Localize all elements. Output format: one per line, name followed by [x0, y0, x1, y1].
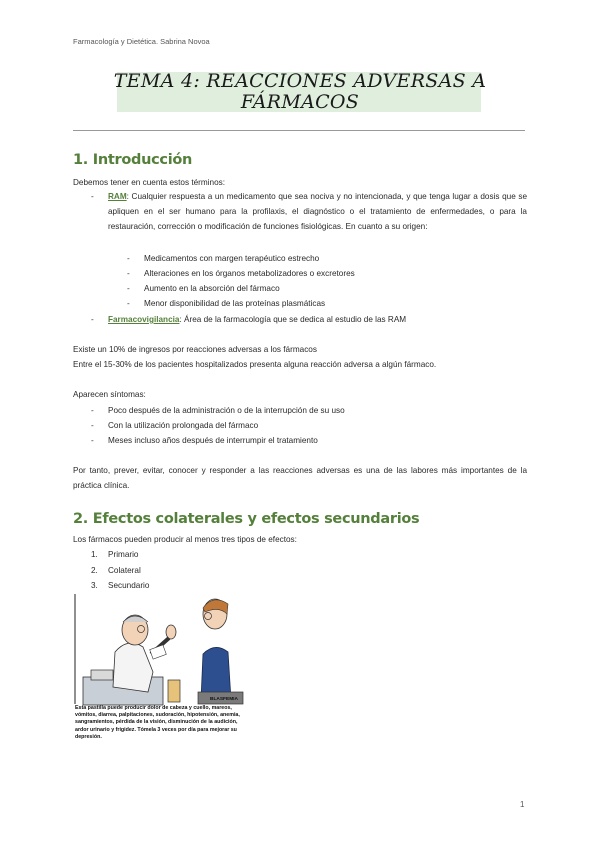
list-number: 2.: [91, 566, 98, 575]
list-item: Primario: [108, 550, 139, 559]
farmacovigilancia-text: : Área de la farmacología que se dedica al estudio de las RAM: [179, 315, 407, 324]
bullet-dash: -: [127, 299, 130, 308]
farmacovigilancia-term: Farmacovigilancia: [108, 315, 180, 324]
list-item: Colateral: [108, 566, 141, 575]
bullet-dash: -: [127, 284, 130, 293]
list-item: Alteraciones en los órganos metabolizadores o excretores: [144, 269, 355, 278]
bullet-dash: -: [91, 315, 94, 324]
page-number: 1: [520, 800, 525, 809]
ram-text: : Cualquier respuesta a un medicamento que sea nociva y no intencionada, y que tenga lugar a dosis que se apliquen en el ser humano para la profilaxis, el diagnóstico o el tratamiento de enfermedades, o para la restauración, corrección o modificación de funciones fisiológicas. En cuanto a su origen:: [108, 192, 527, 231]
bullet-dash: -: [127, 254, 130, 263]
bullet-dash: -: [91, 406, 94, 415]
cartoon-brand: BLASFEMIA: [210, 697, 238, 702]
bullet-dash: -: [91, 192, 94, 201]
stat-line-1: Existe un 10% de ingresos por reacciones adversas a los fármacos: [73, 345, 317, 354]
list-item: Poco después de la administración o de la interrupción de su uso: [108, 406, 345, 415]
title-divider: [73, 130, 525, 131]
list-item: Secundario: [108, 581, 150, 590]
farmacovigilancia-definition: [108, 312, 406, 327]
list-item: Con la utilización prolongada del fármaco: [108, 421, 259, 430]
section-1-heading: 1. Introducción: [73, 152, 193, 168]
bullet-dash: -: [91, 421, 94, 430]
symptoms-intro: Aparecen síntomas:: [73, 390, 146, 399]
list-number: 3.: [91, 581, 98, 590]
ram-term: RAM: [108, 192, 127, 201]
list-item: Aumento en la absorción del fármaco: [144, 284, 280, 293]
list-item: Medicamentos con margen terapéutico estrecho: [144, 254, 320, 263]
section-1-intro: Debemos tener en cuenta estos términos:: [73, 178, 226, 187]
ram-definition: [108, 189, 527, 234]
section-1-conclusion: Por tanto, prever, evitar, conocer y responder a las reacciones adversas es una de las labores más importantes de la práctica clínica.: [73, 466, 527, 490]
cartoon-caption: Esta pastilla puede producir dolor de cabeza y cuello, mareos, vómitos, diarrea, palpitaciones, sudoración, hipotensión, anemia, sangramientos, pérdida de la visión, disminución de la audición, ardor urinario y frigidez. Tómela 3 veces por día para mejorar su depresión.: [75, 705, 240, 740]
list-item: Meses incluso años después de interrumpir el tratamiento: [108, 436, 318, 445]
page-title: TEMA 4: REACCIONES ADVERSAS A FÁRMACOS: [113, 70, 487, 113]
section-2-intro: Los fármacos pueden producir al menos tres tipos de efectos:: [73, 535, 297, 544]
stat-line-2: Entre el 15-30% de los pacientes hospitalizados presenta alguna reacción adversa a algún fármaco.: [73, 360, 437, 369]
section-2-heading: 2. Efectos colaterales y efectos secundarios: [73, 511, 420, 527]
list-number: 1.: [91, 550, 98, 559]
list-item: Menor disponibilidad de las proteínas plasmáticas: [144, 299, 326, 308]
page-header: Farmacología y Dietética. Sabrina Novoa: [73, 37, 210, 46]
bullet-dash: -: [127, 269, 130, 278]
bullet-dash: -: [91, 436, 94, 445]
